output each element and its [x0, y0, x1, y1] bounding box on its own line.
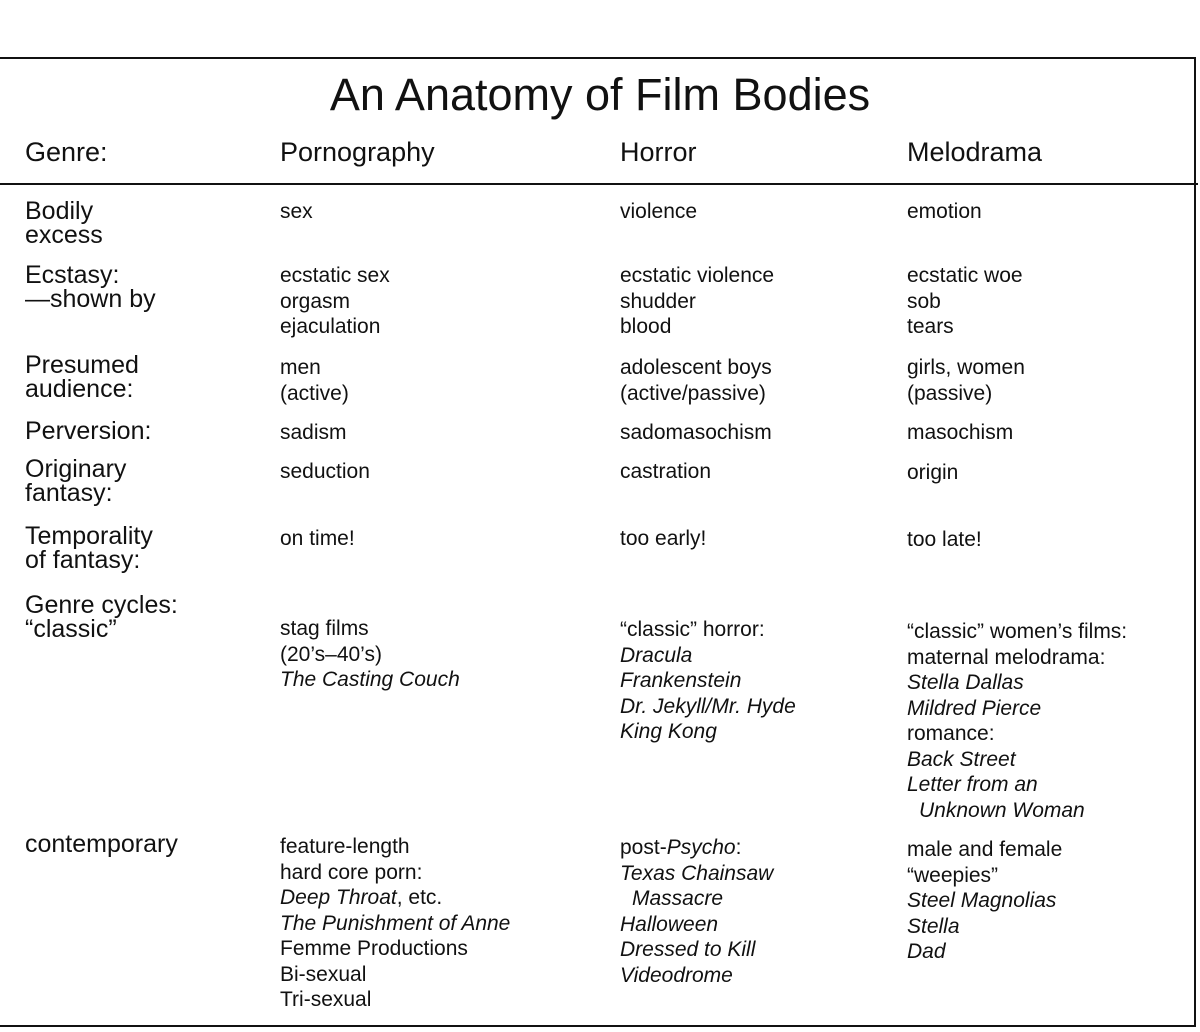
header-divider	[0, 183, 1198, 185]
row-label-temporality: Temporality of fantasy:	[25, 522, 153, 574]
row-label-presumed-audience: Presumed audience:	[25, 351, 139, 403]
row-label-bodily-excess: Bodily excess	[25, 197, 103, 249]
header-horror: Horror	[620, 137, 697, 167]
cell-audience-pornography: men (active)	[280, 356, 349, 405]
page-title: An Anatomy of Film Bodies	[329, 69, 871, 120]
cell-contemporary-pornography: feature-length hard core porn: Deep Throat, etc. The Punishment of Anne Femme Productions Bi-sexual Tri-sexual	[280, 835, 511, 1011]
cell-audience-horror: adolescent boys (active/passive)	[620, 356, 772, 405]
cell-perversion-pornography: sadism	[280, 421, 347, 444]
cell-bodily-excess-melodrama: emotion	[907, 200, 982, 223]
cell-ecstasy-pornography: ecstatic sex orgasm ejaculation	[280, 264, 390, 338]
cell-perversion-horror: sadomasochism	[620, 421, 772, 444]
cell-temporality-melodrama: too late!	[907, 528, 982, 551]
header-melodrama: Melodrama	[907, 137, 1043, 167]
row-label-genre-cycles-classic: Genre cycles: “classic”	[25, 591, 178, 643]
cell-temporality-horror: too early!	[620, 527, 707, 550]
cell-classic-pornography: stag films (20’s–40’s) The Casting Couch	[280, 617, 460, 691]
header-pornography: Pornography	[280, 137, 435, 167]
cell-audience-melodrama: girls, women (passive)	[907, 356, 1025, 405]
cell-bodily-excess-horror: violence	[620, 200, 698, 223]
cell-contemporary-melodrama: male and female “weepies” Steel Magnolias Stella Dad	[907, 838, 1063, 963]
row-label-originary-fantasy: Originary fantasy:	[25, 455, 127, 507]
header-genre-label: Genre:	[25, 137, 108, 167]
cell-fantasy-melodrama: origin	[907, 461, 959, 484]
cell-temporality-pornography: on time!	[280, 527, 355, 550]
row-label-perversion: Perversion:	[25, 417, 152, 445]
cell-ecstasy-horror: ecstatic violence shudder blood	[620, 264, 775, 338]
cell-perversion-melodrama: masochism	[907, 421, 1014, 444]
row-label-contemporary: contemporary	[25, 830, 178, 858]
row-label-ecstasy: Ecstasy: —shown by	[25, 261, 156, 313]
cell-classic-melodrama: “classic” women’s films: maternal melodrama: Stella Dallas Mildred Pierce romance: Back Street Letter from an Unknown Woman	[907, 620, 1128, 822]
cell-bodily-excess-pornography: sex	[280, 200, 313, 223]
cell-fantasy-pornography: seduction	[280, 460, 370, 483]
cell-contemporary-horror: post-Psycho: Texas Chainsaw Massacre Halloween Dressed to Kill Videodrome	[620, 836, 774, 987]
cell-classic-horror: “classic” horror: Dracula Frankenstein Dr. Jekyll/Mr. Hyde King Kong	[620, 618, 796, 743]
cell-ecstasy-melodrama: ecstatic woe sob tears	[907, 264, 1023, 338]
cell-fantasy-horror: castration	[620, 460, 712, 483]
